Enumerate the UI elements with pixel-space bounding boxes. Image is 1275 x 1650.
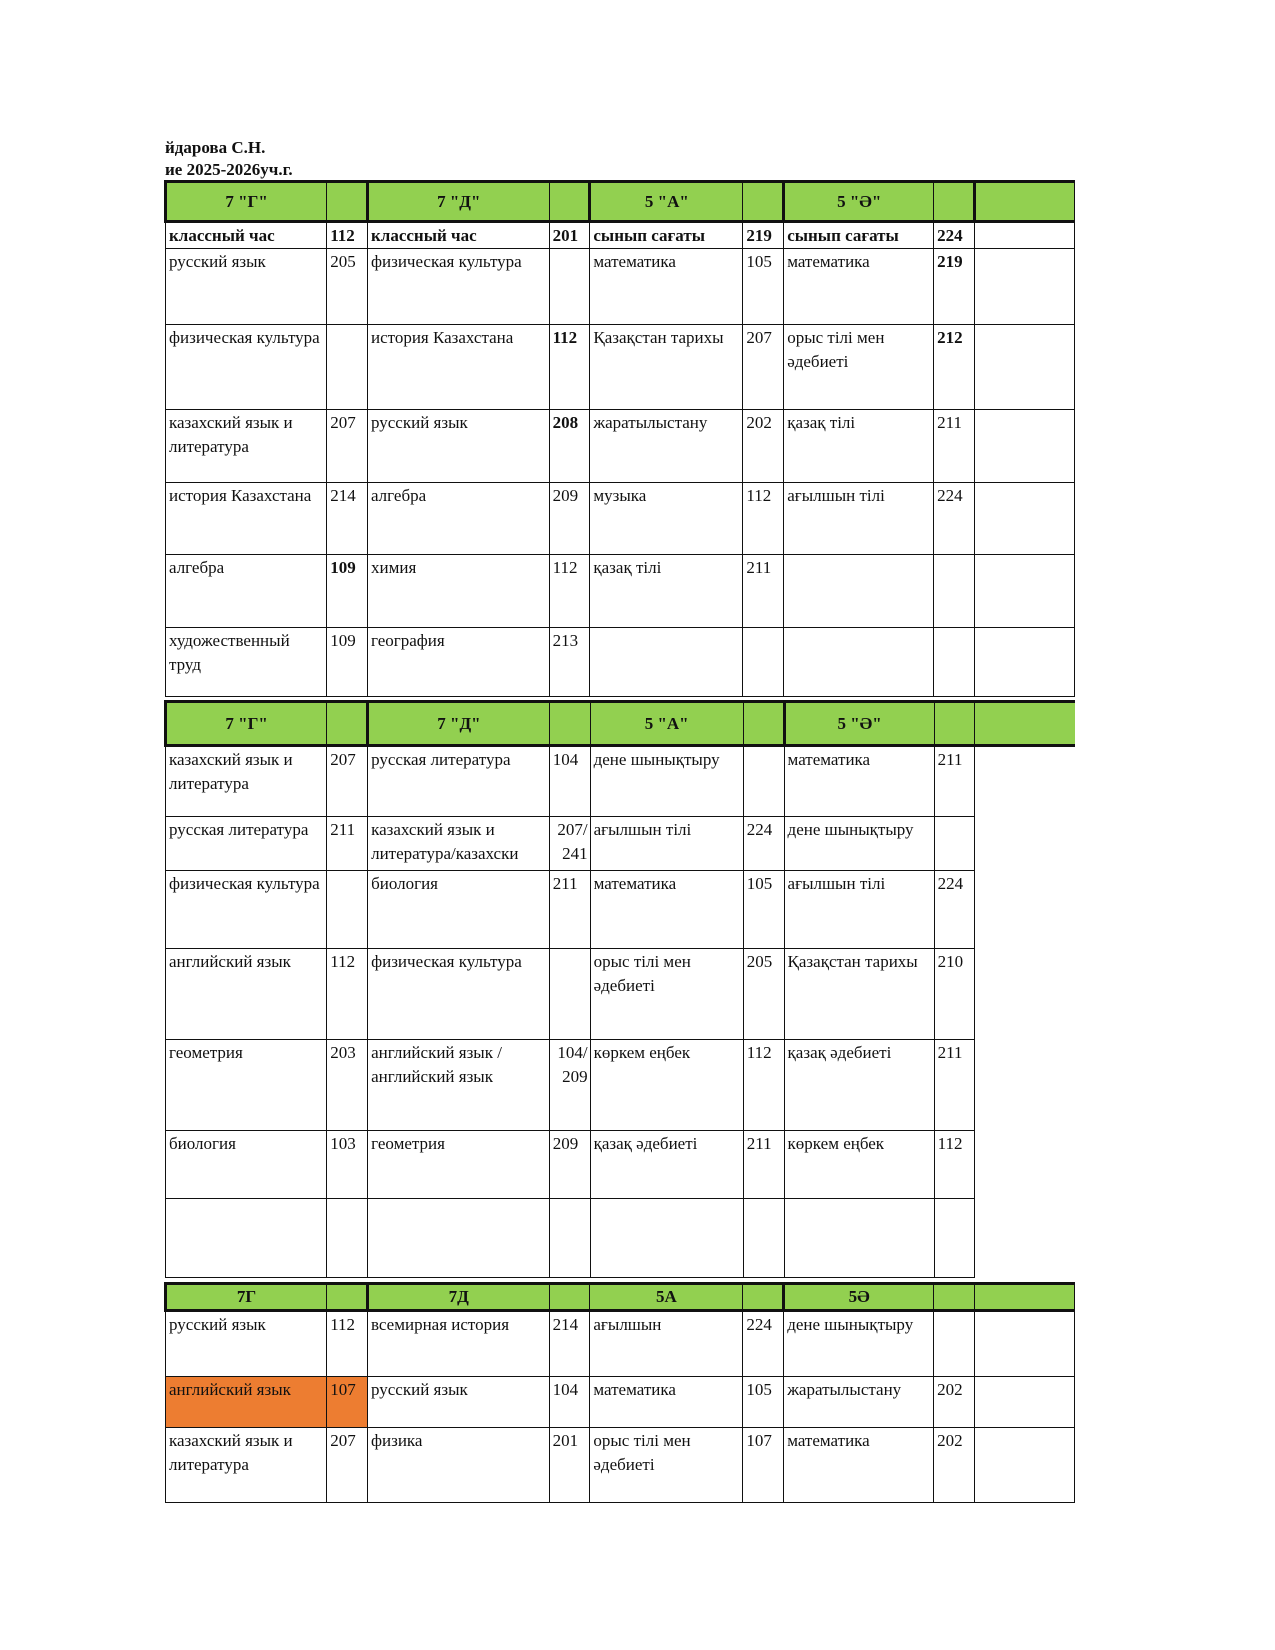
room-cell: 112 (743, 483, 784, 555)
teacher-name: йдарова С.Н. (165, 138, 266, 157)
room-cell: 211 (327, 817, 368, 871)
table-row (166, 410, 1075, 483)
room-cell: 210 (934, 949, 975, 1040)
subject-cell: казахский язык и литература (166, 410, 327, 483)
class-header: 7 "Д" (368, 702, 550, 746)
class-header: 5А (590, 1284, 743, 1311)
subject-cell: русская литература (166, 817, 327, 871)
room-cell (327, 325, 368, 410)
room-cell: 219 (743, 222, 784, 249)
subject-cell: ағылшын тілі (784, 483, 934, 555)
room-header (327, 702, 368, 746)
subject-cell: көркем еңбек (590, 1040, 743, 1131)
room-cell: 104 (549, 746, 590, 817)
header-row (166, 182, 1075, 222)
table-row (166, 483, 1075, 555)
subject-cell: алгебра (367, 483, 549, 555)
room-cell: 203 (327, 1040, 368, 1131)
subject-cell: русская литература (368, 746, 550, 817)
room-cell: 107 (743, 1428, 784, 1503)
room-cell (934, 1199, 975, 1278)
subject-cell: физическая культура (166, 871, 327, 949)
room-header (549, 182, 590, 222)
subject-cell: всемирная история (367, 1311, 549, 1377)
room-cell: 109 (327, 628, 368, 697)
empty-cell (975, 1199, 1075, 1278)
subject-cell: английский язык / английский язык (368, 1040, 550, 1131)
class-header: 5 "А" (590, 702, 743, 746)
room-cell: 207/ 241 (549, 817, 590, 871)
empty-cell (975, 1131, 1075, 1199)
table-row (166, 249, 1075, 325)
subject-cell: жаратылыстану (590, 410, 743, 483)
subject-cell: математика (784, 249, 934, 325)
header-row (166, 702, 1076, 746)
subject-cell: дене шынықтыру (784, 1311, 934, 1377)
room-cell: 201 (549, 1428, 590, 1503)
schedule-year: ие 2025-2026уч.г. (165, 160, 293, 179)
room-cell (934, 555, 975, 628)
room-cell: 211 (934, 1040, 975, 1131)
room-cell: 112 (327, 1311, 368, 1377)
subject-cell: қазақ тілі (784, 410, 934, 483)
subject-cell: русский язык (367, 1377, 549, 1428)
room-cell (934, 817, 975, 871)
room-cell: 202 (934, 1428, 975, 1503)
room-header (743, 702, 784, 746)
subject-cell: физика (367, 1428, 549, 1503)
class-header: 5Ә (784, 1284, 934, 1311)
subject-cell: биология (368, 871, 550, 949)
subject-cell: қазақ әдебиеті (590, 1131, 743, 1199)
subject-cell: Қазақстан тарихы (590, 325, 743, 410)
subject-cell: математика (590, 871, 743, 949)
subject-cell: математика (784, 746, 934, 817)
schedule-block-2 (164, 700, 1075, 1278)
empty-cell (974, 249, 1074, 325)
room-cell: 105 (743, 871, 784, 949)
room-cell: 209 (549, 483, 590, 555)
room-cell (743, 628, 784, 697)
room-cell: 224 (743, 1311, 784, 1377)
subject-cell: казахский язык и литература/казахски (368, 817, 550, 871)
subject-cell (590, 628, 743, 697)
subject-cell: классный час (166, 222, 327, 249)
room-cell: 202 (743, 410, 784, 483)
subject-cell: қазақ тілі (590, 555, 743, 628)
room-cell: 214 (327, 483, 368, 555)
subject-cell: ағылшын тілі (590, 817, 743, 871)
room-cell: 104/ 209 (549, 1040, 590, 1131)
room-cell-highlighted: 107 (327, 1377, 368, 1428)
subject-cell: орыс тілі мен әдебиеті (590, 949, 743, 1040)
subject-cell: художественный труд (166, 628, 327, 697)
room-cell (934, 1311, 975, 1377)
room-header (934, 1284, 975, 1311)
subject-cell: физическая культура (166, 325, 327, 410)
room-cell: 105 (743, 1377, 784, 1428)
room-cell: 224 (934, 222, 975, 249)
subject-cell: русский язык (367, 410, 549, 483)
room-cell: 112 (743, 1040, 784, 1131)
room-cell: 207 (327, 410, 368, 483)
room-cell: 112 (327, 222, 368, 249)
room-cell: 202 (934, 1377, 975, 1428)
room-cell: 219 (934, 249, 975, 325)
subject-cell: көркем еңбек (784, 1131, 934, 1199)
table-row (166, 222, 1075, 249)
header-row (166, 1284, 1075, 1311)
empty-cell (974, 555, 1074, 628)
table-row (166, 949, 1076, 1040)
empty-cell (974, 410, 1074, 483)
subject-cell: история Казахстана (166, 483, 327, 555)
table-row (166, 746, 1076, 817)
class-header: 7 "Д" (367, 182, 549, 222)
room-cell: 224 (934, 483, 975, 555)
subject-cell: Қазақстан тарихы (784, 949, 934, 1040)
subject-cell: орыс тілі мен әдебиеті (590, 1428, 743, 1503)
room-header (549, 1284, 590, 1311)
room-cell: 205 (327, 249, 368, 325)
room-cell: 109 (327, 555, 368, 628)
room-cell: 207 (327, 746, 368, 817)
subject-cell (166, 1199, 327, 1278)
empty-cell (975, 949, 1075, 1040)
table-row (166, 628, 1075, 697)
extra-header (974, 1284, 1074, 1311)
subject-cell: жаратылыстану (784, 1377, 934, 1428)
subject-cell: русский язык (166, 249, 327, 325)
table-row (166, 325, 1075, 410)
subject-cell: классный час (367, 222, 549, 249)
subject-cell: история Казахстана (367, 325, 549, 410)
class-header: 5 "Ә" (784, 702, 934, 746)
subject-cell: дене шынықтыру (590, 746, 743, 817)
subject-cell: физическая культура (367, 249, 549, 325)
subject-cell (784, 555, 934, 628)
room-cell: 213 (549, 628, 590, 697)
subject-cell: математика (784, 1428, 934, 1503)
subject-cell (368, 1199, 550, 1278)
subject-cell: математика (590, 249, 743, 325)
empty-cell (974, 1377, 1074, 1428)
room-cell: 211 (934, 410, 975, 483)
table-row (166, 1311, 1075, 1377)
room-cell: 112 (549, 555, 590, 628)
empty-cell (974, 483, 1074, 555)
table-row (166, 817, 1076, 871)
table-row (166, 871, 1076, 949)
room-cell: 214 (549, 1311, 590, 1377)
subject-cell: орыс тілі мен әдебиеті (784, 325, 934, 410)
schedule-block-3 (164, 1282, 1075, 1503)
schedule-block-1 (164, 180, 1075, 697)
room-cell (549, 1199, 590, 1278)
empty-cell (974, 1428, 1074, 1503)
subject-cell: геометрия (166, 1040, 327, 1131)
room-cell: 104 (549, 1377, 590, 1428)
class-header: 7Д (367, 1284, 549, 1311)
subject-cell: география (367, 628, 549, 697)
subject-cell: қазақ әдебиеті (784, 1040, 934, 1131)
room-cell: 208 (549, 410, 590, 483)
room-header (934, 702, 975, 746)
subject-cell: ағылшын (590, 1311, 743, 1377)
empty-cell (974, 325, 1074, 410)
room-cell: 112 (549, 325, 590, 410)
subject-cell: английский язык (166, 949, 327, 1040)
subject-cell: геометрия (368, 1131, 550, 1199)
subject-cell (784, 628, 934, 697)
room-cell: 112 (934, 1131, 975, 1199)
subject-cell: математика (590, 1377, 743, 1428)
subject-cell: музыка (590, 483, 743, 555)
room-header (327, 1284, 368, 1311)
document-header (165, 137, 293, 181)
room-cell: 207 (743, 325, 784, 410)
table-row (166, 555, 1075, 628)
room-cell: 201 (549, 222, 590, 249)
empty-cell (974, 628, 1074, 697)
subject-cell: биология (166, 1131, 327, 1199)
room-header (743, 182, 784, 222)
room-cell (327, 1199, 368, 1278)
room-cell: 205 (743, 949, 784, 1040)
subject-cell: казахский язык и литература (166, 746, 327, 817)
subject-cell: ағылшын тілі (784, 871, 934, 949)
room-cell: 209 (549, 1131, 590, 1199)
subject-cell: дене шынықтыру (784, 817, 934, 871)
empty-cell (975, 746, 1075, 817)
table-row (166, 1131, 1076, 1199)
extra-header (975, 702, 1075, 746)
room-cell: 212 (934, 325, 975, 410)
class-header: 5 "Ә" (784, 182, 934, 222)
class-header: 7 "Г" (166, 182, 327, 222)
room-header (743, 1284, 784, 1311)
room-cell (743, 1199, 784, 1278)
class-header: 5 "А" (590, 182, 743, 222)
room-cell (743, 746, 784, 817)
table-row (166, 1428, 1075, 1503)
subject-cell (590, 1199, 743, 1278)
table-row (166, 1377, 1075, 1428)
room-cell: 224 (934, 871, 975, 949)
table-row (166, 1040, 1076, 1131)
extra-header (974, 182, 1074, 222)
room-cell (327, 871, 368, 949)
subject-cell: физическая культура (368, 949, 550, 1040)
empty-cell (975, 871, 1075, 949)
empty-cell (974, 1311, 1074, 1377)
room-cell: 103 (327, 1131, 368, 1199)
subject-cell: казахский язык и литература (166, 1428, 327, 1503)
subject-cell: химия (367, 555, 549, 628)
table-row (166, 1199, 1076, 1278)
room-header (934, 182, 975, 222)
room-cell (549, 949, 590, 1040)
room-cell (549, 249, 590, 325)
room-cell (934, 628, 975, 697)
subject-cell: сынып сағаты (784, 222, 934, 249)
subject-cell (784, 1199, 934, 1278)
room-cell: 105 (743, 249, 784, 325)
empty-cell (974, 222, 1074, 249)
room-cell: 211 (743, 1131, 784, 1199)
room-cell: 211 (743, 555, 784, 628)
room-cell: 112 (327, 949, 368, 1040)
subject-cell: алгебра (166, 555, 327, 628)
subject-cell: русский язык (166, 1311, 327, 1377)
subject-cell-highlighted: английский язык (166, 1377, 327, 1428)
class-header: 7Г (166, 1284, 327, 1311)
empty-cell (975, 1040, 1075, 1131)
room-cell: 207 (327, 1428, 368, 1503)
room-cell: 211 (934, 746, 975, 817)
empty-cell (975, 817, 1075, 871)
subject-cell: сынып сағаты (590, 222, 743, 249)
room-header (549, 702, 590, 746)
room-cell: 224 (743, 817, 784, 871)
room-cell: 211 (549, 871, 590, 949)
class-header: 7 "Г" (166, 702, 327, 746)
room-header (327, 182, 368, 222)
